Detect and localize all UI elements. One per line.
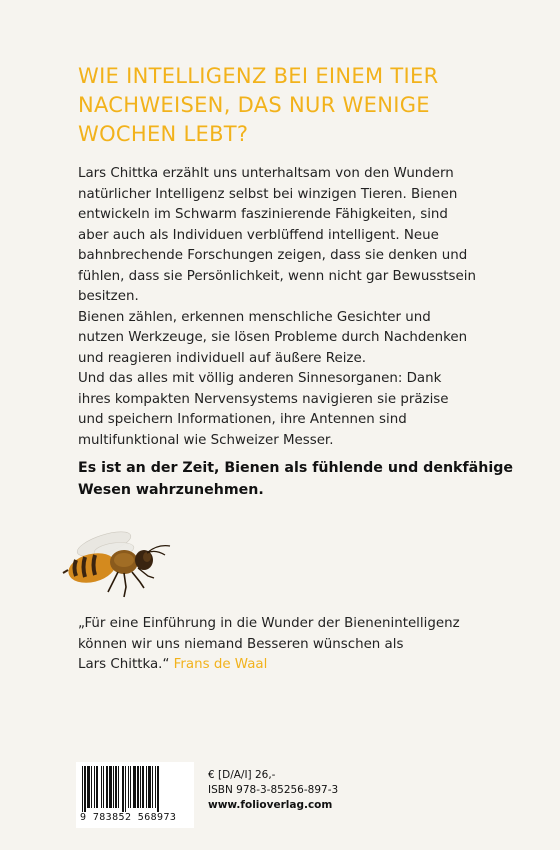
description-line: aber auch als Individuen verblüffend intelligent. Neue [78, 227, 439, 243]
description-text [78, 164, 538, 451]
quote-line: „Für eine Einführung in die Wunder der Bienenintelligenz [78, 616, 460, 631]
quote-line-text: Lars Chittka.“ [78, 657, 170, 672]
description-line: ihres kompakten Nervensystems navigieren sie präzise [78, 391, 449, 407]
barcode-digits: 9 783852 568973 [80, 812, 177, 823]
endorsement-quote [78, 614, 538, 676]
headline-line: NACHWEISEN, DAS NUR WENIGE [78, 93, 430, 117]
description-line: und reagieren individuell auf äußere Reize. [78, 350, 366, 366]
isbn-label: ISBN 978-3-85256-897-3 [208, 784, 339, 796]
headline-line: WIE INTELLIGENZ BEI EINEM TIER [78, 64, 439, 88]
headline [78, 62, 518, 149]
description-line: Lars Chittka erzählt uns unterhaltsam von den Wundern [78, 166, 454, 181]
publication-info [208, 768, 338, 813]
tagline [78, 457, 538, 501]
price-label: € [D/A/I] 26,- [208, 769, 276, 781]
quote-line: können wir uns niemand Besseren wünschen als [78, 636, 404, 652]
description-line: multifunktional wie Schweizer Messer. [78, 432, 334, 448]
bee-illustration [52, 520, 182, 605]
tagline-line: Es ist an der Zeit, Bienen als fühlende und denkfähige [78, 460, 513, 476]
tagline-line: Wesen wahrzunehmen. [78, 482, 264, 498]
description-line: und speichern Informationen, ihre Antennen sind [78, 412, 407, 427]
description-line: bahnbrechende Forschungen zeigen, dass sie denken und [78, 248, 468, 263]
description-line: Und das alles mit völlig anderen Sinnesorganen: Dank [78, 371, 442, 386]
isbn-barcode [76, 762, 194, 828]
description-line: nutzen Werkzeuge, sie lösen Probleme durch Nachdenken [78, 330, 468, 345]
description-line: besitzen. [78, 289, 139, 304]
description-line: Bienen zählen, erkennen menschliche Gesichter und [78, 309, 431, 325]
publisher-website: www.folioverlag.com [208, 799, 333, 811]
description-line: fühlen, dass sie Persönlichkeit, wenn nicht gar Bewusstsein [78, 268, 476, 284]
quote-author: Frans de Waal [173, 657, 268, 672]
headline-line: WOCHEN LEBT? [78, 122, 249, 146]
quote-line [78, 655, 538, 676]
description-line: natürlicher Intelligenz selbst bei winzigen Tieren. Bienen [78, 186, 458, 202]
description-line: entwickeln im Schwarm faszinierende Fähigkeiten, sind [78, 207, 448, 222]
barcode-bars [80, 766, 190, 812]
